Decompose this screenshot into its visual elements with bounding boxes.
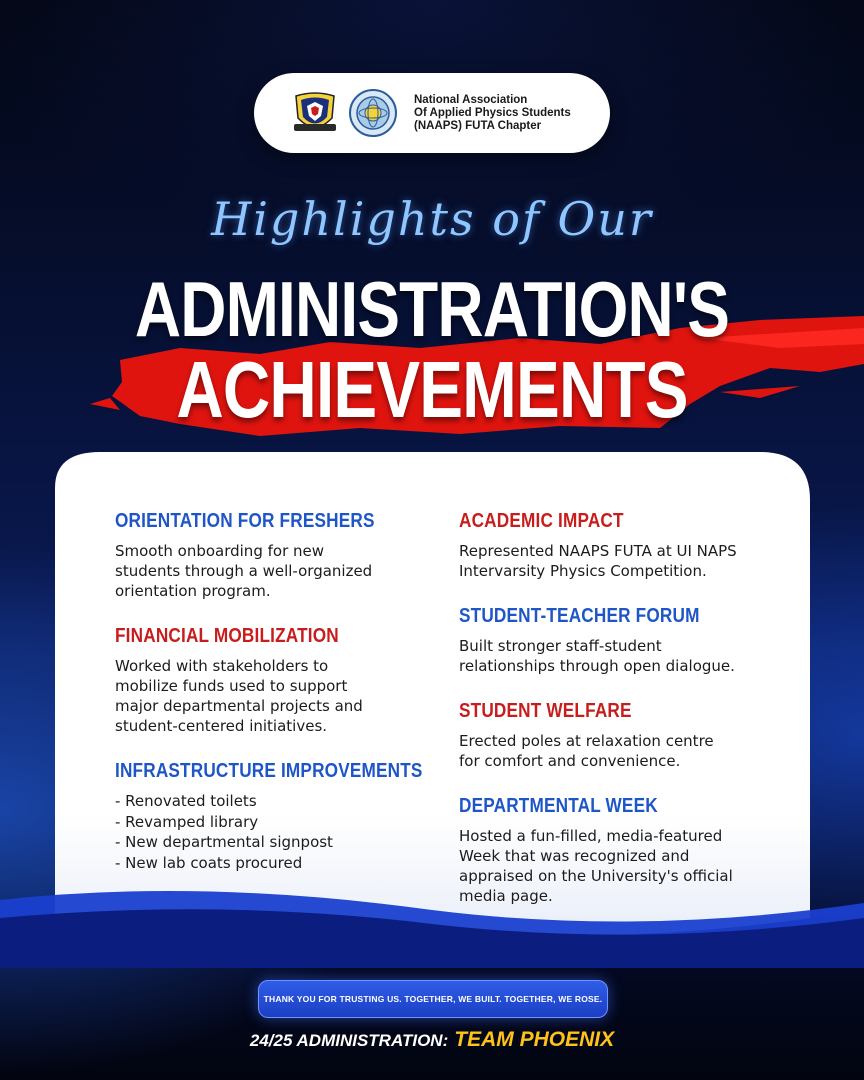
bullet-list: [115, 791, 455, 873]
body-line: relationships through open dialogue.: [459, 657, 735, 675]
team-name: TEAM PHOENIX: [454, 1028, 615, 1051]
body-line: Built stronger staff-student: [459, 637, 662, 655]
section-body: [459, 636, 799, 676]
thanks-text: THANK YOU FOR TRUSTING US. TOGETHER, WE BUILT. TOGETHER, WE ROSE.: [263, 994, 603, 1004]
section-welfare: [459, 700, 799, 771]
section-body: [459, 541, 799, 581]
naaps-seal-icon: [348, 88, 398, 138]
university-crest-icon: [290, 88, 340, 138]
section-academic: [459, 510, 799, 581]
header-badge: [254, 73, 610, 153]
achievements-card: [0, 448, 864, 968]
list-item: - Renovated toilets: [115, 792, 257, 810]
thanks-banner: [258, 980, 608, 1018]
admin-prefix: 24/25 ADMINISTRATION:: [249, 1031, 449, 1050]
body-line: media page.: [459, 887, 553, 905]
org-name-line3: (NAAPS) FUTA Chapter: [414, 119, 542, 132]
body-line: for comfort and convenience.: [459, 752, 681, 770]
script-heading: Highlights of Our: [211, 192, 653, 246]
list-item: - New lab coats procured: [115, 853, 303, 872]
body-line: Worked with stakeholders to: [115, 657, 329, 675]
section-title: ACADEMIC IMPACT: [459, 510, 624, 532]
left-column: [115, 510, 455, 897]
org-name-line1: National Association: [414, 93, 528, 106]
body-line: major departmental projects and: [115, 697, 363, 715]
admin-line: [0, 1028, 864, 1052]
body-line: Represented NAAPS FUTA at UI NAPS: [459, 542, 737, 560]
right-column: [459, 510, 799, 930]
body-line: mobilize funds used to support: [115, 677, 348, 695]
body-line: students through a well-organized: [115, 562, 373, 580]
body-line: Week that was recognized and: [459, 847, 690, 865]
body-line: Erected poles at relaxation centre: [459, 732, 714, 750]
body-line: student-centered initiatives.: [115, 717, 328, 735]
section-forum: [459, 605, 799, 676]
section-departmental-week: [459, 795, 799, 906]
section-title: INFRASTRUCTURE IMPROVEMENTS: [115, 760, 423, 782]
section-body: [459, 731, 799, 771]
body-line: Smooth onboarding for new: [115, 542, 325, 560]
section-body: [459, 826, 799, 906]
list-item: - New departmental signpost: [115, 833, 333, 851]
body-line: Hosted a fun-filled, media-featured: [459, 827, 723, 845]
section-body: [115, 541, 455, 601]
section-infrastructure: [115, 760, 455, 873]
section-orientation: [115, 510, 455, 601]
title-line-1: ADMINISTRATION'S: [134, 265, 730, 353]
section-title: DEPARTMENTAL WEEK: [459, 795, 658, 817]
section-financial: [115, 625, 455, 736]
title-line-2: ACHIEVEMENTS: [176, 345, 688, 434]
org-name-line2: Of Applied Physics Students: [414, 106, 571, 119]
section-title: STUDENT-TEACHER FORUM: [459, 605, 700, 627]
body-line: appraised on the University's official: [459, 867, 733, 885]
section-body: [115, 656, 455, 736]
section-title: ORIENTATION FOR FRESHERS: [115, 510, 375, 532]
list-item: - Revamped library: [115, 812, 259, 831]
section-title: STUDENT WELFARE: [459, 700, 632, 722]
section-title: FINANCIAL MOBILIZATION: [115, 625, 339, 647]
body-line: orientation program.: [115, 582, 271, 600]
body-line: Intervarsity Physics Competition.: [459, 562, 707, 580]
org-name: [414, 94, 594, 133]
